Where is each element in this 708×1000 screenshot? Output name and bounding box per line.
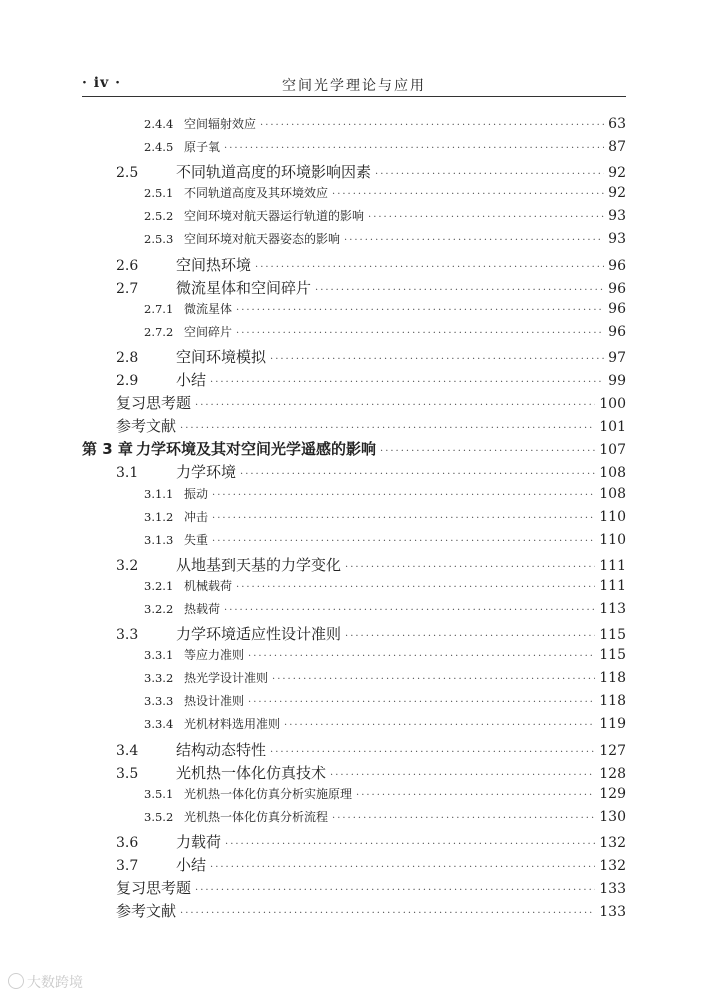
dot-leader xyxy=(224,143,604,154)
toc-entry-title: 空间环境对航天器运行轨道的影响 xyxy=(184,209,365,224)
toc-entry-page: 129 xyxy=(599,785,626,802)
toc-entry-page: 96 xyxy=(608,280,626,297)
toc-entry-page: 110 xyxy=(599,531,626,548)
dot-leader xyxy=(180,908,595,919)
toc-entry-title: 空间环境模拟 xyxy=(176,347,267,366)
dot-leader xyxy=(270,354,604,365)
dot-leader xyxy=(236,305,604,316)
toc-entry xyxy=(82,531,626,554)
toc-entry-number: 2.7 xyxy=(116,280,139,297)
toc-entry-number: 3.4 xyxy=(116,742,139,759)
dot-leader xyxy=(224,605,595,616)
watermark xyxy=(8,972,83,992)
toc-entry-title: 机械载荷 xyxy=(184,578,233,593)
toc-entry-number: 3.6 xyxy=(116,834,139,851)
toc-entry-page: 96 xyxy=(608,257,626,274)
toc-entry-page: 93 xyxy=(608,231,626,248)
toc-entry-page: 130 xyxy=(599,808,626,825)
toc-entry-title: 从地基到天基的力学变化 xyxy=(176,555,342,574)
toc-entry-page: 63 xyxy=(608,116,626,132)
toc-entry-number: 2.8 xyxy=(116,349,139,366)
toc-entry-title: 光机热一体化仿真分析实施原理 xyxy=(184,786,353,801)
toc-entry-page: 96 xyxy=(608,323,626,340)
toc-entry xyxy=(82,346,626,369)
toc-entry-number: 3.3.3 xyxy=(144,694,174,709)
toc-entry-title: 力学环境及其对空间光学遥感的影响 xyxy=(136,440,377,459)
toc-entry-page: 119 xyxy=(599,716,626,733)
dot-leader xyxy=(284,720,595,731)
toc-entry-title: 参考文献 xyxy=(116,417,177,436)
toc-entry-title: 微流星体和空间碎片 xyxy=(176,278,312,297)
dot-leader xyxy=(212,536,595,547)
toc-entry-title: 光机材料选用准则 xyxy=(184,717,281,732)
book-title: 空间光学理论与应用 xyxy=(282,78,426,94)
dot-leader xyxy=(255,262,604,273)
toc-entry xyxy=(82,739,626,762)
watermark-logo-icon xyxy=(8,973,24,989)
toc-entry xyxy=(82,392,626,415)
toc-entry xyxy=(82,254,626,277)
toc-entry xyxy=(82,577,626,600)
toc-entry xyxy=(82,831,626,854)
toc-entry-title: 光机热一体化仿真技术 xyxy=(176,763,327,782)
toc-entry-title: 微流星体 xyxy=(184,301,233,316)
toc-entry xyxy=(82,184,626,207)
dot-leader xyxy=(380,446,595,457)
dot-leader xyxy=(344,235,604,246)
toc-entry xyxy=(82,669,626,692)
toc-entry-number: 3.5.1 xyxy=(144,786,174,801)
toc-entry xyxy=(82,808,626,831)
toc-entry-title: 小结 xyxy=(176,856,207,874)
dot-leader xyxy=(330,770,595,781)
dot-leader xyxy=(260,120,604,131)
toc-entry-page: 92 xyxy=(608,185,626,202)
toc-entry xyxy=(82,508,626,531)
toc-entry-page: 97 xyxy=(608,349,626,366)
toc-entry-number: 3.3.1 xyxy=(144,648,174,663)
toc-entry xyxy=(82,900,626,923)
toc-entry-number: 2.6 xyxy=(116,257,139,274)
toc-entry-number: 2.7.2 xyxy=(144,324,174,339)
toc-entry-number: 3.5.2 xyxy=(144,809,174,824)
toc-entry-number: 3.1.2 xyxy=(144,509,174,524)
table-of-contents xyxy=(82,115,626,923)
toc-entry xyxy=(82,785,626,808)
dot-leader xyxy=(180,423,595,434)
dot-leader xyxy=(210,377,604,388)
toc-entry xyxy=(82,600,626,623)
toc-entry-page: 100 xyxy=(599,396,626,413)
toc-entry-page: 118 xyxy=(599,670,626,687)
dot-leader xyxy=(315,285,604,296)
toc-entry xyxy=(82,554,626,577)
toc-entry-number: 3.5 xyxy=(116,765,139,782)
running-header xyxy=(82,72,626,97)
toc-entry-title: 复习思考题 xyxy=(116,879,192,898)
toc-entry xyxy=(82,115,626,138)
toc-entry-page: 107 xyxy=(599,442,626,459)
toc-entry-title: 空间热环境 xyxy=(176,255,252,274)
toc-entry-title: 热设计准则 xyxy=(184,694,245,709)
page-number-label: · iv · xyxy=(82,75,121,91)
toc-entry-page: 93 xyxy=(608,208,626,225)
dot-leader xyxy=(345,631,595,642)
toc-entry-title: 热光学设计准则 xyxy=(184,671,269,686)
toc-entry-page: 92 xyxy=(608,165,626,182)
toc-entry-title: 热载荷 xyxy=(184,601,221,616)
dot-leader xyxy=(210,862,595,873)
dot-leader xyxy=(248,651,595,662)
watermark-text: 大数跨境 xyxy=(27,975,83,991)
dot-leader xyxy=(332,189,604,200)
toc-entry-page: 110 xyxy=(599,508,626,525)
toc-entry xyxy=(82,762,626,785)
dot-leader xyxy=(195,885,595,896)
toc-entry xyxy=(82,138,626,161)
toc-entry xyxy=(82,323,626,346)
toc-entry xyxy=(82,692,626,715)
toc-entry-number: 3.3 xyxy=(116,627,139,644)
toc-entry-page: 99 xyxy=(608,373,626,390)
toc-entry-title: 不同轨道高度及其环境效应 xyxy=(184,186,329,201)
toc-entry-number: 3.7 xyxy=(116,858,139,874)
toc-entry-page: 108 xyxy=(599,485,626,502)
toc-entry-page: 132 xyxy=(599,834,626,851)
toc-entry-page: 132 xyxy=(599,858,626,874)
dot-leader xyxy=(248,697,595,708)
toc-entry xyxy=(82,230,626,253)
toc-entry-page: 115 xyxy=(599,647,626,664)
dot-leader xyxy=(368,212,604,223)
toc-entry-page: 133 xyxy=(599,881,626,898)
toc-entry-number: 2.5.1 xyxy=(144,186,174,201)
toc-entry-title: 振动 xyxy=(184,486,209,501)
toc-entry-title: 空间辐射效应 xyxy=(184,117,257,131)
toc-entry-title: 不同轨道高度的环境影响因素 xyxy=(176,163,372,182)
toc-entry-number: 2.7.1 xyxy=(144,301,174,316)
toc-entry-title: 小结 xyxy=(176,371,207,390)
dot-leader xyxy=(272,674,595,685)
toc-entry-number: 第 3 章 xyxy=(82,440,133,459)
toc-entry-title: 参考文献 xyxy=(116,902,177,921)
toc-entry-page: 133 xyxy=(599,904,626,921)
toc-entry-page: 128 xyxy=(599,765,626,782)
toc-entry-page: 118 xyxy=(599,693,626,710)
toc-entry xyxy=(82,277,626,300)
toc-entry-title: 力学环境适应性设计准则 xyxy=(176,625,342,644)
toc-entry-number: 3.1 xyxy=(116,465,139,482)
toc-entry-number: 3.3.4 xyxy=(144,717,174,732)
toc-entry-page: 108 xyxy=(599,465,626,482)
toc-entry-title: 光机热一体化仿真分析流程 xyxy=(184,809,329,824)
toc-entry xyxy=(82,485,626,508)
toc-entry-title: 力学环境 xyxy=(176,463,237,482)
toc-entry-number: 2.5 xyxy=(116,165,139,182)
toc-entry-number: 3.2 xyxy=(116,557,139,574)
toc-entry xyxy=(82,623,626,646)
toc-entry-number: 3.1.3 xyxy=(144,532,174,547)
toc-entry xyxy=(82,461,626,484)
toc-entry-title: 失重 xyxy=(184,532,209,547)
toc-entry-number: 3.3.2 xyxy=(144,671,174,686)
toc-entry xyxy=(82,438,626,461)
toc-entry-title: 复习思考题 xyxy=(116,394,192,413)
toc-entry xyxy=(82,369,626,392)
toc-entry-title: 等应力准则 xyxy=(184,648,245,663)
toc-entry-page: 111 xyxy=(599,557,626,574)
toc-entry-page: 127 xyxy=(599,742,626,759)
toc-entry-number: 2.5.3 xyxy=(144,232,174,247)
toc-entry xyxy=(82,161,626,184)
toc-entry-number: 3.2.1 xyxy=(144,578,174,593)
toc-entry-page: 113 xyxy=(599,600,626,617)
toc-entry-title: 冲击 xyxy=(184,509,209,524)
toc-entry-number: 3.1.1 xyxy=(144,486,174,501)
toc-entry-page: 115 xyxy=(599,627,626,644)
toc-entry-title: 原子氧 xyxy=(184,140,221,155)
dot-leader xyxy=(270,747,595,758)
dot-leader xyxy=(345,562,595,573)
toc-entry-page: 101 xyxy=(599,419,626,436)
dot-leader xyxy=(356,790,595,801)
toc-entry-page: 96 xyxy=(608,300,626,317)
toc-entry xyxy=(82,415,626,438)
toc-entry-title: 空间环境对航天器姿态的影响 xyxy=(184,232,341,247)
dot-leader xyxy=(212,513,595,524)
toc-entry xyxy=(82,854,626,877)
dot-leader xyxy=(332,813,595,824)
dot-leader xyxy=(375,169,604,180)
dot-leader xyxy=(236,328,604,339)
dot-leader xyxy=(236,582,595,593)
toc-entry-page: 111 xyxy=(599,577,626,594)
toc-entry-page: 87 xyxy=(608,139,626,156)
toc-entry xyxy=(82,715,626,738)
toc-entry xyxy=(82,877,626,900)
toc-entry-title: 力载荷 xyxy=(176,832,222,851)
dot-leader xyxy=(225,839,595,850)
toc-entry xyxy=(82,300,626,323)
toc-entry-number: 2.9 xyxy=(116,373,139,390)
toc-entry-number: 3.2.2 xyxy=(144,601,174,616)
toc-entry xyxy=(82,207,626,230)
toc-entry-number: 2.4.4 xyxy=(144,117,174,131)
toc-entry-title: 结构动态特性 xyxy=(176,740,267,759)
toc-entry xyxy=(82,646,626,669)
toc-entry-title: 空间碎片 xyxy=(184,324,233,339)
dot-leader xyxy=(212,490,595,501)
toc-entry-number: 2.5.2 xyxy=(144,209,174,224)
dot-leader xyxy=(240,469,595,480)
toc-entry-number: 2.4.5 xyxy=(144,140,174,155)
dot-leader xyxy=(195,400,595,411)
